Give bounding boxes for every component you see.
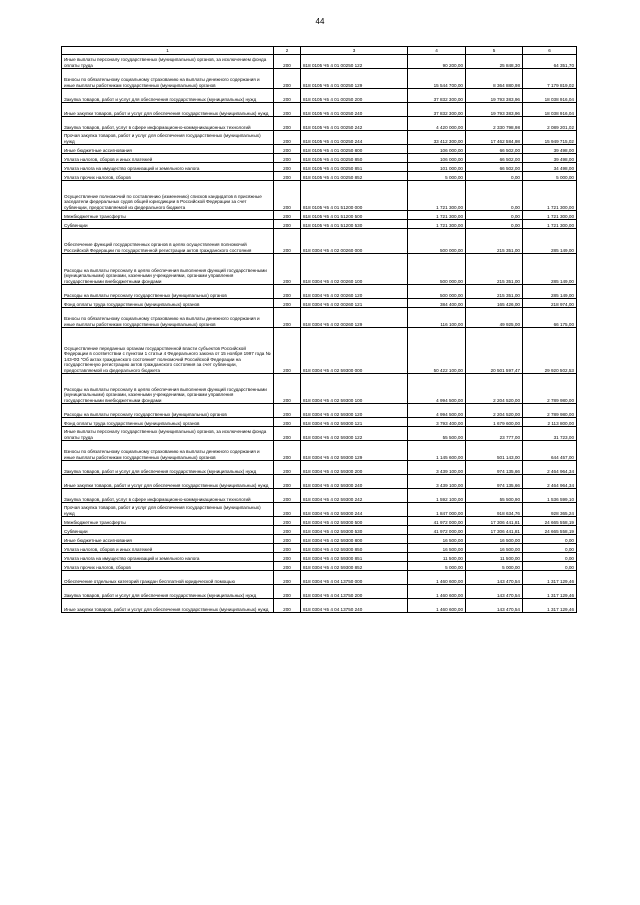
executed-amount-cell: 17 306 441,81: [466, 517, 523, 526]
unexecuted-amount-cell: 218 974,00: [523, 299, 577, 308]
unexecuted-amount-cell: 0,00: [523, 562, 577, 571]
executed-amount-cell: 8 364 880,98: [466, 69, 523, 89]
line-code-cell: 200: [274, 585, 301, 599]
executed-amount-cell: 143 470,54: [466, 599, 523, 613]
expense-name-cell: Расходы на выплаты персоналу государственных (муниципальных) органов: [62, 285, 274, 299]
page-number: 44: [315, 17, 325, 26]
unexecuted-amount-cell: 2 789 980,00: [523, 374, 577, 404]
classification-code-cell: 818 0304 Ч5 4 02 59300 120: [301, 404, 408, 418]
table-row: [62, 571, 577, 585]
classification-code-cell: 818 0105 Ч5 4 01 51200 500: [301, 211, 408, 220]
expense-name-cell: Взносы по обязательному социальному страхованию на выплаты денежного содержания и иные выплаты работникам государственных (муниципальных) органов: [62, 441, 274, 461]
approved-amount-cell: 41 972 000,00: [408, 517, 466, 526]
table-row: [62, 89, 577, 103]
table-row: [62, 229, 577, 254]
expense-name-cell: Закупка товаров, работ, услуг в сфере информационно-коммуникационных технологий: [62, 117, 274, 131]
table-row: [62, 562, 577, 571]
approved-amount-cell: 41 972 000,00: [408, 526, 466, 535]
unexecuted-amount-cell: 928 365,24: [523, 503, 577, 517]
line-code-cell: 200: [274, 308, 301, 328]
executed-amount-cell: 16 500,00: [466, 544, 523, 553]
unexecuted-amount-cell: 285 149,00: [523, 229, 577, 254]
approved-amount-cell: 1 460 600,00: [408, 571, 466, 585]
classification-code-cell: 818 0304 Ч5 4 02 59300 000: [301, 328, 408, 374]
unexecuted-amount-cell: 1 317 129,46: [523, 571, 577, 585]
classification-code-cell: 818 0105 Ч5 4 01 00250 244: [301, 131, 408, 145]
line-code-cell: 200: [274, 154, 301, 163]
classification-code-cell: 818 0304 Ч5 4 02 00260 121: [301, 299, 408, 308]
approved-amount-cell: 106 000,00: [408, 154, 466, 163]
approved-amount-cell: 116 100,00: [408, 308, 466, 328]
line-code-cell: 200: [274, 475, 301, 489]
approved-amount-cell: 1 721 300,00: [408, 181, 466, 211]
executed-amount-cell: 0,00: [466, 211, 523, 220]
approved-amount-cell: 4 994 500,00: [408, 404, 466, 418]
classification-code-cell: 818 0304 Ч5 4 02 59300 244: [301, 503, 408, 517]
executed-amount-cell: 0,00: [466, 220, 523, 229]
expense-name-cell: Уплата налога на имущество организаций и земельного налога: [62, 163, 274, 172]
table-row: [62, 475, 577, 489]
line-code-cell: 200: [274, 526, 301, 535]
expense-name-cell: Закупка товаров, работ и услуг для обеспечения государственных (муниципальных) нужд: [62, 585, 274, 599]
classification-code-cell: 818 0105 Ч5 4 01 00250 851: [301, 163, 408, 172]
unexecuted-amount-cell: 15 949 715,02: [523, 131, 577, 145]
classification-code-cell: 818 0304 Ч5 4 02 59300 850: [301, 544, 408, 553]
line-code-cell: 200: [274, 544, 301, 553]
table-row: [62, 254, 577, 285]
executed-amount-cell: 66 502,00: [466, 145, 523, 154]
approved-amount-cell: 384 400,00: [408, 299, 466, 308]
table-row: [62, 163, 577, 172]
table-row: [62, 172, 577, 181]
approved-amount-cell: 90 200,00: [408, 55, 466, 69]
classification-code-cell: 818 0105 Ч5 4 01 00250 129: [301, 69, 408, 89]
unexecuted-amount-cell: 1 721 300,00: [523, 211, 577, 220]
expense-name-cell: Субвенции: [62, 526, 274, 535]
approved-amount-cell: 1 460 600,00: [408, 585, 466, 599]
expense-name-cell: Прочая закупка товаров, работ и услуг для обеспечения государственных (муниципальных) нужд: [62, 503, 274, 517]
unexecuted-amount-cell: 2 464 964,34: [523, 475, 577, 489]
unexecuted-amount-cell: 2 089 201,02: [523, 117, 577, 131]
unexecuted-amount-cell: 285 149,00: [523, 285, 577, 299]
unexecuted-amount-cell: 2 789 980,00: [523, 404, 577, 418]
expense-name-cell: Субвенции: [62, 220, 274, 229]
line-code-cell: 200: [274, 69, 301, 89]
expense-name-cell: Расходы на выплаты персоналу государственных (муниципальных) органов: [62, 404, 274, 418]
expense-name-cell: Осуществление полномочий по составлению (изменению) списков кандидатов в присяжные заседатели федеральных судов общей юрисдикции в Российской Федерации за счет субвенции, предоставляемой из федерального бюджета: [62, 181, 274, 211]
line-code-cell: 200: [274, 211, 301, 220]
line-code-cell: 200: [274, 299, 301, 308]
classification-code-cell: 818 0304 Ч5 4 02 00260 000: [301, 229, 408, 254]
executed-amount-cell: 165 426,00: [466, 299, 523, 308]
unexecuted-amount-cell: 7 179 819,02: [523, 69, 577, 89]
classification-code-cell: 818 0304 Ч5 4 02 59300 242: [301, 489, 408, 503]
classification-code-cell: 818 0105 Ч5 4 01 00250 200: [301, 89, 408, 103]
executed-amount-cell: 17 462 584,98: [466, 131, 523, 145]
expense-name-cell: Иные выплаты персоналу государственных (муниципальных) органов, за исключением фонда оплаты труда: [62, 427, 274, 441]
table-row: [62, 220, 577, 229]
executed-amount-cell: 215 351,00: [466, 254, 523, 285]
table-row: [62, 489, 577, 503]
table-row: [62, 145, 577, 154]
header-col-3: 3: [301, 47, 408, 55]
table-row: [62, 69, 577, 89]
approved-amount-cell: 3 793 400,00: [408, 418, 466, 427]
executed-amount-cell: 974 135,66: [466, 475, 523, 489]
line-code-cell: 200: [274, 461, 301, 475]
table-row: [62, 103, 577, 117]
approved-amount-cell: 500 000,00: [408, 229, 466, 254]
table-row: [62, 517, 577, 526]
unexecuted-amount-cell: 29 920 502,53: [523, 328, 577, 374]
approved-amount-cell: 500 000,00: [408, 285, 466, 299]
table-row: [62, 181, 577, 211]
approved-amount-cell: 500 000,00: [408, 254, 466, 285]
line-code-cell: 200: [274, 503, 301, 517]
unexecuted-amount-cell: 1 536 599,10: [523, 489, 577, 503]
line-code-cell: 200: [274, 181, 301, 211]
expense-name-cell: Уплата прочих налогов, сборов: [62, 172, 274, 181]
approved-amount-cell: 4 420 000,00: [408, 117, 466, 131]
table-row: [62, 427, 577, 441]
unexecuted-amount-cell: 18 038 916,04: [523, 89, 577, 103]
expense-name-cell: Взносы по обязательному социальному страхованию на выплаты денежного содержания и иные выплаты работникам государственных (муниципальных) органов: [62, 308, 274, 328]
expense-name-cell: Иные закупки товаров, работ и услуг для обеспечения государственных (муниципальных) нужд: [62, 103, 274, 117]
table-row: [62, 374, 577, 404]
table-row: [62, 599, 577, 613]
unexecuted-amount-cell: 285 149,00: [523, 254, 577, 285]
unexecuted-amount-cell: 1 317 129,46: [523, 599, 577, 613]
table-row: [62, 131, 577, 145]
classification-code-cell: 818 0304 Ч5 4 02 00260 100: [301, 254, 408, 285]
approved-amount-cell: 3 439 100,00: [408, 475, 466, 489]
classification-code-cell: 818 0304 Ч5 4 02 59300 800: [301, 535, 408, 544]
unexecuted-amount-cell: 66 175,00: [523, 308, 577, 328]
executed-amount-cell: 25 848,30: [466, 55, 523, 69]
approved-amount-cell: 16 500,00: [408, 544, 466, 553]
table-body: [62, 55, 577, 613]
table-row: [62, 328, 577, 374]
line-code-cell: 200: [274, 441, 301, 461]
expense-name-cell: Межбюджетные трансферты: [62, 211, 274, 220]
unexecuted-amount-cell: 34 498,00: [523, 163, 577, 172]
expense-name-cell: Закупка товаров, работ и услуг для обеспечения государственных (муниципальных) нужд: [62, 89, 274, 103]
expense-name-cell: Уплата налогов, сборов и иных платежей: [62, 544, 274, 553]
unexecuted-amount-cell: 31 723,00: [523, 427, 577, 441]
line-code-cell: 200: [274, 404, 301, 418]
line-code-cell: 200: [274, 145, 301, 154]
approved-amount-cell: 1 847 000,00: [408, 503, 466, 517]
classification-code-cell: 818 0105 Ч5 4 01 00250 800: [301, 145, 408, 154]
classification-code-cell: 818 0304 Ч5 4 02 59300 852: [301, 562, 408, 571]
classification-code-cell: 818 0304 Ч5 4 02 00260 129: [301, 308, 408, 328]
unexecuted-amount-cell: 1 721 300,00: [523, 220, 577, 229]
classification-code-cell: 818 0304 Ч5 4 02 59300 200: [301, 461, 408, 475]
line-code-cell: 200: [274, 427, 301, 441]
line-code-cell: 200: [274, 254, 301, 285]
approved-amount-cell: 1 460 600,00: [408, 599, 466, 613]
unexecuted-amount-cell: 39 498,00: [523, 154, 577, 163]
expense-name-cell: Взносы по обязательному социальному страхованию на выплаты денежного содержания и иные выплаты работникам государственных (муниципальных) органов: [62, 69, 274, 89]
executed-amount-cell: 215 351,00: [466, 285, 523, 299]
approved-amount-cell: 37 832 300,00: [408, 89, 466, 103]
expense-name-cell: Осуществление переданных органам государственной власти субъектов Российской Федерации в соответствии с пунктом 1 статьи 4 Федерального закона от 15 ноября 1997 года № 143-ФЗ "Об актах гражданского состояния" полномочий Российской Федерации на государственную регистрацию актов гражданского состояния за счет субвенции, предоставляемой из федерального бюджета: [62, 328, 274, 374]
approved-amount-cell: 50 422 100,00: [408, 328, 466, 374]
header-col-6: 6: [523, 47, 577, 55]
table-row: [62, 299, 577, 308]
executed-amount-cell: 49 925,00: [466, 308, 523, 328]
classification-code-cell: 818 0105 Ч5 4 01 00250 242: [301, 117, 408, 131]
expense-name-cell: Закупка товаров, работ и услуг для обеспечения государственных (муниципальных) нужд: [62, 461, 274, 475]
header-col-1: 1: [62, 47, 274, 55]
line-code-cell: 200: [274, 374, 301, 404]
executed-amount-cell: 2 204 520,00: [466, 374, 523, 404]
table-row: [62, 441, 577, 461]
expense-name-cell: Закупка товаров, работ, услуг в сфере информационно-коммуникационных технологий: [62, 489, 274, 503]
unexecuted-amount-cell: 39 498,00: [523, 145, 577, 154]
executed-amount-cell: 215 351,00: [466, 229, 523, 254]
table-row: [62, 553, 577, 562]
executed-amount-cell: 2 204 520,00: [466, 404, 523, 418]
expense-name-cell: Иные бюджетные ассигнования: [62, 535, 274, 544]
classification-code-cell: 818 0304 Ч5 4 04 13750 200: [301, 585, 408, 599]
classification-code-cell: 818 0304 Ч5 4 02 59300 129: [301, 441, 408, 461]
unexecuted-amount-cell: 2 113 800,00: [523, 418, 577, 427]
executed-amount-cell: 17 306 441,81: [466, 526, 523, 535]
line-code-cell: 200: [274, 562, 301, 571]
expense-name-cell: Иные выплаты персоналу государственных (муниципальных) органов, за исключением фонда оплаты труда: [62, 55, 274, 69]
table-row: [62, 544, 577, 553]
classification-code-cell: 818 0304 Ч5 4 04 13750 240: [301, 599, 408, 613]
classification-code-cell: 818 0304 Ч5 4 02 59300 240: [301, 475, 408, 489]
expense-name-cell: Расходы на выплаты персоналу в целях обеспечения выполнения функций государственными (муниципальными) органами, казенными учреждениями, органами управления государственными внебюджетными фондами: [62, 254, 274, 285]
classification-code-cell: 818 0105 Ч5 4 01 51200 000: [301, 181, 408, 211]
table-row: [62, 211, 577, 220]
classification-code-cell: 818 0304 Ч5 4 04 13750 000: [301, 571, 408, 585]
executed-amount-cell: 19 793 383,96: [466, 103, 523, 117]
classification-code-cell: 818 0304 Ч5 4 02 59300 100: [301, 374, 408, 404]
executed-amount-cell: 1 679 600,00: [466, 418, 523, 427]
approved-amount-cell: 1 721 300,00: [408, 220, 466, 229]
executed-amount-cell: 23 777,00: [466, 427, 523, 441]
approved-amount-cell: 106 000,00: [408, 145, 466, 154]
line-code-cell: 200: [274, 553, 301, 562]
expense-name-cell: Иные закупки товаров, работ и услуг для обеспечения государственных (муниципальных) нужд: [62, 599, 274, 613]
expense-name-cell: Расходы на выплаты персоналу в целях обеспечения выполнения функций государственными (муниципальными) органами, казенными учреждениями, органами управления государственными внебюджетными фондами: [62, 374, 274, 404]
line-code-cell: 200: [274, 285, 301, 299]
approved-amount-cell: 3 439 100,00: [408, 461, 466, 475]
line-code-cell: 200: [274, 220, 301, 229]
line-code-cell: 200: [274, 328, 301, 374]
executed-amount-cell: 5 000,00: [466, 562, 523, 571]
line-code-cell: 200: [274, 599, 301, 613]
executed-amount-cell: 974 135,66: [466, 461, 523, 475]
line-code-cell: 200: [274, 172, 301, 181]
classification-code-cell: 818 0105 Ч5 4 01 00250 122: [301, 55, 408, 69]
line-code-cell: 200: [274, 117, 301, 131]
classification-code-cell: 818 0304 Ч5 4 02 59300 122: [301, 427, 408, 441]
line-code-cell: 200: [274, 163, 301, 172]
table-header-row: [62, 47, 577, 55]
expense-name-cell: Уплата прочих налогов, сборов: [62, 562, 274, 571]
classification-code-cell: 818 0105 Ч5 4 01 00250 240: [301, 103, 408, 117]
executed-amount-cell: 66 502,00: [466, 163, 523, 172]
table-row: [62, 404, 577, 418]
expense-name-cell: Уплата налогов, сборов и иных платежей: [62, 154, 274, 163]
line-code-cell: 200: [274, 131, 301, 145]
approved-amount-cell: 55 500,00: [408, 427, 466, 441]
table-row: [62, 117, 577, 131]
approved-amount-cell: 1 145 600,00: [408, 441, 466, 461]
line-code-cell: 200: [274, 103, 301, 117]
classification-code-cell: 818 0304 Ч5 4 02 59300 121: [301, 418, 408, 427]
executed-amount-cell: 0,00: [466, 172, 523, 181]
approved-amount-cell: 16 500,00: [408, 535, 466, 544]
executed-amount-cell: 16 500,00: [466, 535, 523, 544]
unexecuted-amount-cell: 24 665 558,19: [523, 517, 577, 526]
table-row: [62, 535, 577, 544]
line-code-cell: 200: [274, 229, 301, 254]
table-row: [62, 503, 577, 517]
approved-amount-cell: 15 544 700,00: [408, 69, 466, 89]
approved-amount-cell: 4 994 500,00: [408, 374, 466, 404]
unexecuted-amount-cell: 2 464 964,34: [523, 461, 577, 475]
executed-amount-cell: 918 634,76: [466, 503, 523, 517]
expense-name-cell: Межбюджетные трансферты: [62, 517, 274, 526]
classification-code-cell: 818 0304 Ч5 4 02 59300 530: [301, 526, 408, 535]
approved-amount-cell: 33 412 300,00: [408, 131, 466, 145]
table-row: [62, 461, 577, 475]
line-code-cell: 200: [274, 418, 301, 427]
line-code-cell: 200: [274, 571, 301, 585]
expense-name-cell: Обеспечение отдельных категорий граждан бесплатной юридической помощью: [62, 571, 274, 585]
header-col-2: 2: [274, 47, 301, 55]
approved-amount-cell: 5 000,00: [408, 172, 466, 181]
expense-name-cell: Обеспечение функций государственных органов в целях осуществления полномочий Российской Федерации по государственной регистрации актов гражданского состояния: [62, 229, 274, 254]
executed-amount-cell: 19 793 383,96: [466, 89, 523, 103]
header-col-4: 4: [408, 47, 466, 55]
classification-code-cell: 818 0105 Ч5 4 01 00250 850: [301, 154, 408, 163]
line-code-cell: 200: [274, 89, 301, 103]
executed-amount-cell: 143 470,54: [466, 571, 523, 585]
table-row: [62, 418, 577, 427]
classification-code-cell: 818 0105 Ч5 4 01 00250 852: [301, 172, 408, 181]
budget-execution-table: [61, 46, 577, 613]
classification-code-cell: 818 0105 Ч5 4 01 51200 530: [301, 220, 408, 229]
header-col-5: 5: [466, 47, 523, 55]
expense-name-cell: Прочая закупка товаров, работ и услуг для обеспечения государственных (муниципальных) нужд: [62, 131, 274, 145]
approved-amount-cell: 1 592 100,00: [408, 489, 466, 503]
line-code-cell: 200: [274, 517, 301, 526]
executed-amount-cell: 501 143,00: [466, 441, 523, 461]
classification-code-cell: 818 0304 Ч5 4 02 59300 500: [301, 517, 408, 526]
executed-amount-cell: 20 501 597,47: [466, 328, 523, 374]
executed-amount-cell: 55 500,90: [466, 489, 523, 503]
unexecuted-amount-cell: 0,00: [523, 535, 577, 544]
table-row: [62, 154, 577, 163]
expense-name-cell: Иные бюджетные ассигнования: [62, 145, 274, 154]
line-code-cell: 200: [274, 535, 301, 544]
table-row: [62, 585, 577, 599]
table-row: [62, 526, 577, 535]
table-row: [62, 308, 577, 328]
approved-amount-cell: 5 000,00: [408, 562, 466, 571]
expense-name-cell: Уплата налога на имущество организаций и земельного налога: [62, 553, 274, 562]
unexecuted-amount-cell: 0,00: [523, 553, 577, 562]
unexecuted-amount-cell: 1 317 129,46: [523, 585, 577, 599]
approved-amount-cell: 1 721 300,00: [408, 211, 466, 220]
expense-name-cell: Иные закупки товаров, работ и услуг для обеспечения государственных (муниципальных) нужд: [62, 475, 274, 489]
unexecuted-amount-cell: 64 351,70: [523, 55, 577, 69]
expense-name-cell: Фонд оплаты труда государственных (муниципальных) органов: [62, 418, 274, 427]
executed-amount-cell: 143 470,54: [466, 585, 523, 599]
line-code-cell: 200: [274, 489, 301, 503]
classification-code-cell: 818 0304 Ч5 4 02 59300 851: [301, 553, 408, 562]
line-code-cell: 200: [274, 55, 301, 69]
table-row: [62, 55, 577, 69]
executed-amount-cell: 66 502,00: [466, 154, 523, 163]
approved-amount-cell: 101 000,00: [408, 163, 466, 172]
table-row: [62, 285, 577, 299]
unexecuted-amount-cell: 5 000,00: [523, 172, 577, 181]
unexecuted-amount-cell: 0,00: [523, 544, 577, 553]
executed-amount-cell: 0,00: [466, 181, 523, 211]
executed-amount-cell: 11 500,00: [466, 553, 523, 562]
expense-name-cell: Фонд оплаты труда государственных (муниципальных) органов: [62, 299, 274, 308]
approved-amount-cell: 11 500,00: [408, 553, 466, 562]
unexecuted-amount-cell: 24 665 558,19: [523, 526, 577, 535]
unexecuted-amount-cell: 1 721 300,00: [523, 181, 577, 211]
executed-amount-cell: 2 330 798,98: [466, 117, 523, 131]
unexecuted-amount-cell: 18 038 916,04: [523, 103, 577, 117]
unexecuted-amount-cell: 644 457,00: [523, 441, 577, 461]
approved-amount-cell: 37 832 300,00: [408, 103, 466, 117]
classification-code-cell: 818 0304 Ч5 4 02 00260 120: [301, 285, 408, 299]
